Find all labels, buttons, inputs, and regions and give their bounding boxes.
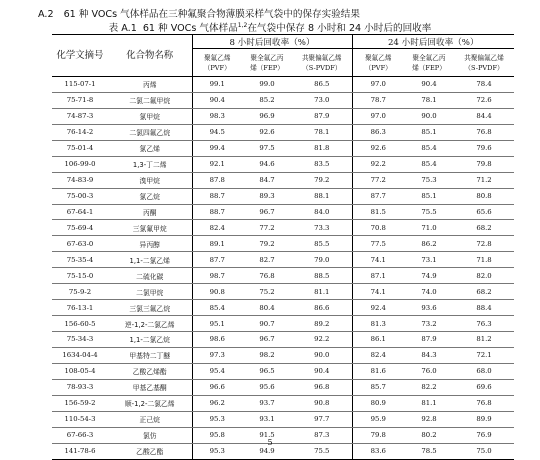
recovery-8h-pvf-cell: 82.4 [192,220,242,236]
cas-number-cell: 75-35-4 [52,252,108,268]
recovery-8h-spvdf-cell: 90.4 [292,363,352,379]
recovery-8h-spvdf-cell: 79.0 [292,252,352,268]
recovery-24h-fep-cell: 82.2 [404,379,454,395]
recovery-24h-pvf-cell: 77.2 [352,172,404,188]
compound-name-cell: 丙酮 [108,204,192,220]
recovery-8h-pvf-cell: 96.2 [192,395,242,411]
recovery-24h-spvdf-cell: 84.4 [454,108,514,124]
caption-superscript: 1,2 [237,21,248,29]
recovery-8h-spvdf-cell: 96.8 [292,379,352,395]
recovery-24h-spvdf-cell: 69.6 [454,379,514,395]
table-body [52,77,514,460]
recovery-8h-pvf-cell: 95.3 [192,443,242,459]
cas-number-cell: 75-69-4 [52,220,108,236]
recovery-8h-fep-cell: 97.5 [242,140,292,156]
recovery-8h-fep-cell: 80.4 [242,300,292,316]
table-caption [0,20,540,34]
compound-name-cell: 二硫化碳 [108,268,192,284]
recovery-24h-fep-cell: 75.5 [404,204,454,220]
recovery-24h-fep-cell: 74.0 [404,284,454,300]
recovery-8h-fep-cell: 93.1 [242,411,292,427]
header-8h-spvdf: 共聚偏氟乙烯 （S-PVDF） [292,49,352,77]
recovery-24h-spvdf-cell: 71.8 [454,252,514,268]
cas-number-cell: 75-34-3 [52,332,108,348]
section-number: A.2 [38,9,54,20]
cas-number-cell: 75-00-3 [52,188,108,204]
cas-number-cell: 141-78-6 [64,447,96,456]
recovery-8h-pvf-cell: 89.1 [192,236,242,252]
compound-name-cell: 乙酸乙酯 [136,448,164,457]
table-row [52,236,514,252]
recovery-24h-pvf-cell: 87.7 [352,188,404,204]
recovery-8h-fep-cell: 75.2 [242,284,292,300]
recovery-24h-pvf-cell: 92.2 [352,156,404,172]
recovery-8h-pvf-cell: 94.5 [192,124,242,140]
header-24h-fep: 聚全氟乙丙 烯（FEP） [404,49,454,77]
recovery-8h-pvf-cell: 99.1 [192,77,242,93]
header-compound-name: 化合物名称 [108,35,192,77]
header-cas: 化学文摘号 [52,35,108,77]
compound-name-cell: 二氯四氟乙烷 [108,124,192,140]
recovery-24h-fep-cell: 78.5 [421,447,437,456]
cas-number-cell: 78-93-3 [52,379,108,395]
recovery-24h-pvf-cell: 87.1 [352,268,404,284]
table-row [52,395,514,411]
recovery-8h-spvdf-cell: 97.7 [292,411,352,427]
recovery-24h-fep-cell: 71.0 [404,220,454,236]
compound-name-cell: 氯甲烷 [108,108,192,124]
recovery-24h-fep-cell: 90.0 [404,108,454,124]
recovery-24h-fep-cell: 81.1 [404,395,454,411]
recovery-8h-spvdf-cell: 81.1 [292,284,352,300]
cas-number-cell: 74-87-3 [52,108,108,124]
compound-name-cell: 顺-1,2-二氯乙烯 [108,395,192,411]
compound-name-cell: 三氯三氟乙烷 [108,300,192,316]
recovery-24h-pvf-cell: 92.6 [352,140,404,156]
recovery-8h-pvf-cell: 95.8 [192,427,242,443]
cas-number-cell: 67-64-1 [52,204,108,220]
recovery-8h-fep-cell: 96.9 [242,108,292,124]
recovery-8h-spvdf-cell: 92.2 [292,332,352,348]
recovery-24h-pvf-cell: 77.5 [352,236,404,252]
recovery-24h-spvdf-cell: 81.2 [454,332,514,348]
recovery-24h-spvdf-cell: 71.2 [454,172,514,188]
recovery-24h-fep-cell: 78.1 [404,92,454,108]
table-row [52,284,514,300]
compound-name-cell: 乙酸乙烯酯 [108,363,192,379]
recovery-8h-fep-cell: 85.2 [242,92,292,108]
recovery-8h-spvdf-cell: 89.2 [292,316,352,332]
header-24h-pvf: 聚氟乙烯 （PVF） [352,49,404,77]
recovery-24h-spvdf-cell: 79.6 [454,140,514,156]
recovery-8h-fep-cell: 94.6 [242,156,292,172]
recovery-8h-spvdf-cell: 87.3 [292,427,352,443]
recovery-8h-pvf-cell: 99.4 [192,140,242,156]
recovery-24h-pvf-cell: 70.8 [352,220,404,236]
recovery-24h-pvf-cell: 95.9 [352,411,404,427]
table-row [52,220,514,236]
recovery-8h-pvf-cell: 97.3 [192,347,242,363]
compound-name-cell: 丙烯 [108,77,192,93]
recovery-8h-spvdf-cell: 81.8 [292,140,352,156]
recovery-8h-pvf-cell: 95.3 [192,411,242,427]
recovery-24h-pvf-cell: 92.4 [352,300,404,316]
recovery-8h-fep-cell: 96.7 [242,332,292,348]
compound-name-cell: 二氯二氟甲烷 [108,92,192,108]
recovery-8h-spvdf-cell: 88.1 [292,188,352,204]
recovery-8h-pvf-cell: 92.1 [192,156,242,172]
recovery-8h-fep-cell: 96.7 [242,204,292,220]
section-title: 61 种 VOCs 气体样品在三种氟聚合物薄膜采样气袋中的保存实验结果 [63,9,360,20]
recovery-8h-spvdf-cell: 86.6 [292,300,352,316]
recovery-24h-fep-cell: 80.2 [404,427,454,443]
recovery-24h-pvf-cell: 80.9 [352,395,404,411]
recovery-24h-fep-cell: 85.1 [404,188,454,204]
table-row [52,172,514,188]
table-row [52,363,514,379]
recovery-24h-spvdf-cell: 89.9 [454,411,514,427]
recovery-24h-pvf-cell: 81.3 [352,316,404,332]
recovery-24h-spvdf-cell: 76.8 [454,124,514,140]
recovery-24h-spvdf-cell: 65.6 [454,204,514,220]
recovery-8h-pvf-cell: 87.8 [192,172,242,188]
recovery-24h-fep-cell: 90.4 [404,77,454,93]
compound-name-cell: 1,3-丁二烯 [108,156,192,172]
table-row [52,108,514,124]
recovery-24h-spvdf-cell: 78.4 [454,77,514,93]
recovery-24h-spvdf-cell: 76.3 [454,316,514,332]
cas-number-cell: 108-05-4 [52,363,108,379]
header-8h-fep: 聚全氟乙丙 烯（FEP） [242,49,292,77]
recovery-24h-pvf-cell: 86.3 [352,124,404,140]
recovery-8h-fep-cell: 93.7 [242,395,292,411]
recovery-8h-spvdf-cell: 78.1 [292,124,352,140]
table-row [52,124,514,140]
recovery-8h-pvf-cell: 88.7 [192,204,242,220]
recovery-8h-fep-cell: 79.2 [242,236,292,252]
caption-text-pre: 61 种 VOCs 气体样品 [142,23,238,34]
recovery-8h-pvf-cell: 90.8 [192,284,242,300]
table-row [52,300,514,316]
recovery-8h-spvdf-cell: 75.5 [314,447,330,456]
table-row [52,77,514,93]
caption-text-post: 在气袋中保存 8 小时和 24 小时后的回收率 [247,23,432,34]
recovery-24h-pvf-cell: 97.0 [352,77,404,93]
header-8h-pvf: 聚氟乙烯 （PVF） [192,49,242,77]
recovery-8h-pvf-cell: 96.6 [192,379,242,395]
recovery-24h-fep-cell: 73.2 [404,316,454,332]
cas-number-cell: 75-9-2 [52,284,108,300]
recovery-24h-pvf-cell: 74.1 [352,252,404,268]
recovery-8h-pvf-cell: 90.4 [192,92,242,108]
recovery-8h-spvdf-cell: 79.2 [292,172,352,188]
compound-name-cell: 氯乙烯 [108,140,192,156]
recovery-24h-spvdf-cell: 76.8 [454,395,514,411]
compound-name-cell: 溴甲烷 [108,172,192,188]
recovery-24h-fep-cell: 86.2 [404,236,454,252]
recovery-24h-spvdf-cell: 88.4 [454,300,514,316]
recovery-8h-spvdf-cell: 85.5 [292,236,352,252]
compound-name-cell: 正己烷 [108,411,192,427]
cas-number-cell: 75-15-0 [52,268,108,284]
recovery-8h-fep-cell: 98.2 [242,347,292,363]
recovery-8h-pvf-cell: 88.7 [192,188,242,204]
recovery-24h-spvdf-cell: 79.8 [454,156,514,172]
recovery-24h-fep-cell: 85.4 [404,156,454,172]
table-row [52,140,514,156]
recovery-8h-fep-cell: 84.7 [242,172,292,188]
table-row [52,252,514,268]
compound-name-cell: 甲基特二丁醚 [108,347,192,363]
recovery-8h-pvf-cell: 98.7 [192,268,242,284]
recovery-8h-fep-cell: 89.3 [242,188,292,204]
cas-number-cell: 115-07-1 [52,77,108,93]
recovery-8h-pvf-cell: 98.3 [192,108,242,124]
recovery-8h-spvdf-cell: 88.5 [292,268,352,284]
recovery-24h-pvf-cell: 81.5 [352,204,404,220]
recovery-8h-pvf-cell: 95.4 [192,363,242,379]
recovery-24h-spvdf-cell: 76.9 [454,427,514,443]
table-row [52,316,514,332]
recovery-8h-pvf-cell: 95.1 [192,316,242,332]
cas-number-cell: 74-83-9 [52,172,108,188]
compound-name-cell: 氯乙烷 [108,188,192,204]
table-row [52,379,514,395]
recovery-24h-fep-cell: 85.1 [404,124,454,140]
compound-name-cell: 二氯甲烷 [108,284,192,300]
cas-number-cell: 75-01-4 [52,140,108,156]
recovery-24h-pvf-cell: 83.6 [352,443,404,459]
recovery-8h-spvdf-cell: 90.0 [292,347,352,363]
table-row [52,156,514,172]
compound-name-cell: 逆-1,2-二氯乙烯 [108,316,192,332]
cas-number-cell: 67-63-0 [52,236,108,252]
recovery-8h-pvf-cell: 87.7 [192,252,242,268]
cas-number-cell: 1634-04-4 [52,347,108,363]
recovery-24h-spvdf-cell: 82.0 [454,268,514,284]
header-24h-spvdf: 共聚偏氟乙烯 （S-PVDF） [454,49,514,77]
recovery-8h-spvdf-cell: 86.5 [292,77,352,93]
recovery-24h-pvf-cell: 85.7 [352,379,404,395]
recovery-8h-fep-cell: 94.9 [259,447,275,456]
section-heading [38,6,360,20]
cas-number-cell: 76-13-1 [52,300,108,316]
page-number: 5 [267,438,273,447]
recovery-8h-fep-cell: 91.5 [242,427,292,443]
recovery-24h-spvdf-cell: 68.2 [454,220,514,236]
recovery-24h-spvdf-cell: 72.6 [454,92,514,108]
table-label: 表 A.1 [108,23,137,34]
compound-name-cell: 1,1-二氯乙烯 [108,252,192,268]
recovery-8h-spvdf-cell: 83.5 [292,156,352,172]
recovery-24h-pvf-cell: 79.8 [352,427,404,443]
compound-name-cell: 甲基乙基酮 [108,379,192,395]
cas-number-cell: 106-99-0 [52,156,108,172]
compound-name-cell: 氯仿 [108,427,192,443]
cas-number-cell: 76-14-2 [52,124,108,140]
recovery-8h-fep-cell: 82.7 [242,252,292,268]
compound-name-cell: 异丙醇 [108,236,192,252]
compound-name-cell: 1,1-二氯乙烷 [108,332,192,348]
cas-number-cell: 110-54-3 [52,411,108,427]
recovery-8h-spvdf-cell: 90.8 [292,395,352,411]
recovery-24h-pvf-cell: 86.1 [352,332,404,348]
header-8-hour-group: 8 小时后回收率（%） [192,35,352,49]
recovery-24h-pvf-cell: 82.4 [352,347,404,363]
recovery-24h-fep-cell: 73.1 [404,252,454,268]
table-row [52,188,514,204]
recovery-24h-fep-cell: 84.3 [404,347,454,363]
recovery-table [52,34,514,460]
recovery-8h-fep-cell: 90.7 [242,316,292,332]
table-row [52,411,514,427]
table-row [52,268,514,284]
recovery-8h-spvdf-cell: 73.3 [292,220,352,236]
recovery-8h-spvdf-cell: 84.0 [292,204,352,220]
recovery-8h-fep-cell: 99.0 [242,77,292,93]
recovery-24h-pvf-cell: 78.7 [352,92,404,108]
cas-number-cell: 156-59-2 [52,395,108,411]
recovery-24h-pvf-cell: 81.6 [352,363,404,379]
table-row [52,92,514,108]
recovery-24h-fep-cell: 93.6 [404,300,454,316]
recovery-24h-fep-cell: 92.8 [404,411,454,427]
cas-number-cell: 67-66-3 [52,427,108,443]
recovery-8h-fep-cell: 96.5 [242,363,292,379]
recovery-8h-fep-cell: 95.6 [242,379,292,395]
recovery-24h-fep-cell: 75.3 [404,172,454,188]
recovery-24h-spvdf-cell: 72.1 [454,347,514,363]
recovery-8h-fep-cell: 77.2 [242,220,292,236]
recovery-24h-pvf-cell: 97.0 [352,108,404,124]
compound-name-cell: 三氯氟甲烷 [108,220,192,236]
table-row [52,204,514,220]
recovery-24h-spvdf-cell: 75.0 [476,447,492,456]
recovery-24h-spvdf-cell: 68.0 [454,363,514,379]
recovery-24h-fep-cell: 85.4 [404,140,454,156]
recovery-8h-spvdf-cell: 87.9 [292,108,352,124]
recovery-24h-fep-cell: 74.9 [404,268,454,284]
table-row [52,332,514,348]
recovery-8h-pvf-cell: 98.6 [192,332,242,348]
recovery-24h-pvf-cell: 74.1 [352,284,404,300]
recovery-8h-pvf-cell: 85.4 [192,300,242,316]
recovery-24h-spvdf-cell: 72.8 [454,236,514,252]
header-24-hour-group: 24 小时后回收率（%） [352,35,514,49]
recovery-24h-fep-cell: 76.0 [404,363,454,379]
recovery-8h-fep-cell: 92.6 [242,124,292,140]
recovery-24h-spvdf-cell: 80.8 [454,188,514,204]
table-row [52,347,514,363]
recovery-8h-fep-cell: 76.8 [242,268,292,284]
recovery-8h-spvdf-cell: 73.0 [292,92,352,108]
cas-number-cell: 156-60-5 [52,316,108,332]
recovery-24h-fep-cell: 87.9 [404,332,454,348]
cas-number-cell: 75-71-8 [52,92,108,108]
recovery-24h-spvdf-cell: 68.2 [454,284,514,300]
